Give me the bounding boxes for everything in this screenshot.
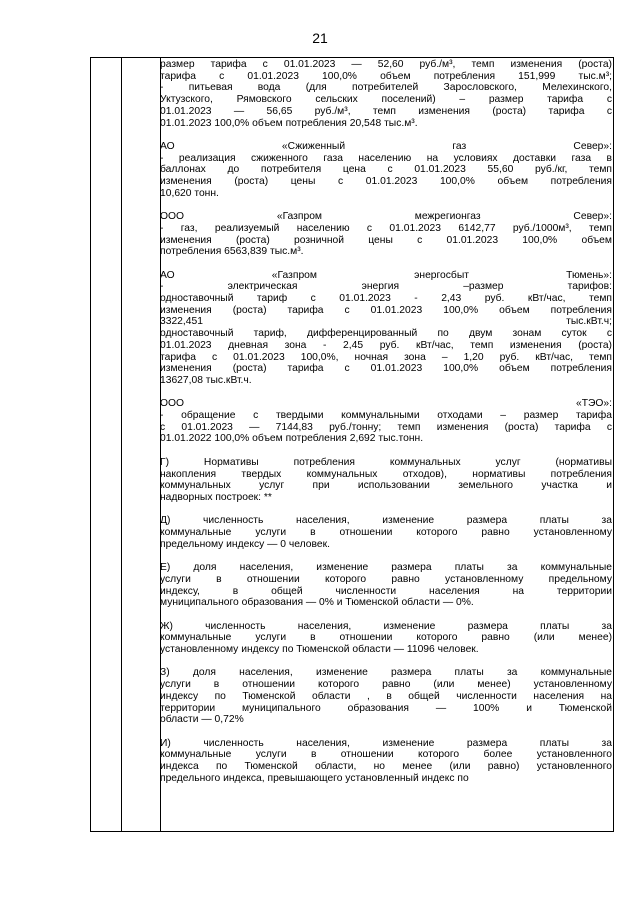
text-line: 10,620 тонн.: [160, 187, 219, 199]
text-line: размер тарифа с 01.01.2023 — 52,60 руб./м³, темп изменения (роста): [160, 59, 612, 70]
paragraph-section-zh: [160, 621, 612, 656]
text-line: 01.01.2022 100,0% объем потребления 2,692 тыс.тонн.: [160, 433, 424, 445]
text-line: Д) численность населения, изменение размера платы за: [160, 515, 612, 527]
text-line: индексу, в общей численности населения на территории: [160, 585, 612, 597]
text-line: надворных построек: **: [160, 491, 272, 503]
text-line: индексу по Тюменской области , в общей численности населения на: [160, 690, 612, 702]
text-line: баллонах до потребителя цена с 01.01.2023 55,60 руб./кг, темп: [160, 164, 612, 176]
text-line: муниципального образования — 0% и Тюменской области — 0%.: [160, 597, 474, 609]
text-line: услуги в отношении которого равно (или менее) установленному: [160, 679, 612, 691]
text-line: - обращение с твердыми коммунальными отходами – размер тарифа: [160, 410, 612, 422]
text-line: ООО «ТЭО»:: [160, 398, 612, 410]
text-line: потребления 6563,839 тыс.м³.: [160, 246, 304, 258]
text-line: установленному индексу по Тюменской области — 11096 человек.: [160, 644, 479, 656]
text-line: Е) доля населения, изменение размера платы за коммунальные: [160, 562, 612, 574]
text-line: - электрическая энергия –размер тарифов:: [160, 281, 612, 293]
text-line: - реализация сжиженного газа населению на условиях доставки газа в: [160, 152, 612, 164]
text-line: 3322,451 тыс.кВт.ч;: [160, 316, 612, 328]
text-line: Уктузского, Рямовского сельских поселений) – размер тарифа с: [160, 94, 612, 106]
text-line: 13627,08 тыс.кВт.ч.: [160, 374, 252, 386]
paragraph-sgs-north: [160, 141, 612, 200]
table-right-border: [613, 57, 614, 831]
table-text-cell: [160, 59, 612, 829]
text-line: индекса по Тюменской области, но менее (или равно) установленного: [160, 761, 612, 773]
paragraph-section-i: [160, 738, 612, 785]
text-line: Г) Нормативы потребления коммунальных услуг (нормативы: [160, 456, 612, 468]
text-line: предельному индексу — 0 человек.: [160, 538, 330, 550]
text-line: территории муниципального образования — 100% и Тюменской: [160, 702, 612, 714]
text-line: одноставочный тариф с 01.01.2023 - 2,43 руб. кВт/час, темп: [160, 293, 612, 305]
text-line: коммунальных услуг при использовании земельного участка и: [160, 480, 612, 492]
text-line: изменения (роста) розничной цены с 01.01.2023 100,0% объем: [160, 234, 612, 246]
text-line: с 01.01.2023 — 7144,83 руб./тонну; темп изменения (роста) тарифа с: [160, 421, 612, 433]
column-divider-1: [121, 57, 122, 831]
text-line: тарифа с 01.01.2023 100,0%, ночная зона – 1,20 руб. кВт/час, темп: [160, 351, 612, 363]
text-line: ООО «Газпром межрегионгаз Север»:: [160, 211, 612, 223]
text-line: З) доля населения, изменение размера платы за коммунальные: [160, 667, 612, 679]
text-line: - питьевая вода (для потребителей Зарословского, Мелехинского,: [160, 82, 612, 94]
text-line: тарифа с 01.01.2023 100,0% объем потребления 151,999 тыс.м³;: [160, 70, 612, 82]
text-line: коммунальные услуги в отношении которого более установленного: [160, 749, 612, 761]
text-line: АО «Сжиженный газ Север»:: [160, 140, 612, 152]
text-line: изменения (роста) тарифа с 01.01.2023 100,0% объем потребления: [160, 304, 612, 316]
text-line: накопления твердых коммунальных отходов), нормативы потребления: [160, 468, 612, 480]
text-line: предельного индекса, превышающего установленный индекс по: [160, 772, 469, 784]
paragraph-section-d: [160, 515, 612, 550]
text-line: 01.01.2023 дневная зона - 2,45 руб. кВт/час, темп изменения (роста): [160, 339, 612, 351]
text-line: одноставочный тариф, дифференцированный по двум зонам суток с: [160, 328, 612, 340]
page-number: 21: [312, 30, 328, 46]
paragraph-gazprom-energosbyt: [160, 270, 612, 387]
paragraph-zaroslovsky-water: [160, 59, 612, 129]
paragraph-gazprom-mezhregiongaz: [160, 211, 612, 258]
text-line: 01.01.2023 100,0% объем потребления 20,548 тыс.м³.: [160, 117, 418, 129]
text-line: коммунальные услуги в отношении которого равно установленному: [160, 527, 612, 539]
text-line: - газ, реализуемый населению с 01.01.2023 6142,77 руб./1000м³, темп: [160, 222, 612, 234]
text-line: области — 0,72%: [160, 714, 244, 726]
text-line: АО «Газпром энергосбыт Тюмень»:: [160, 269, 612, 281]
text-line: И) численность населения, изменение размера платы за: [160, 737, 612, 749]
text-line: 01.01.2023 — 56,65 руб./м³, темп изменения (роста) тарифа с: [160, 105, 612, 117]
text-line: услуги в отношении которого равно установленному предельному: [160, 573, 612, 585]
paragraph-teo: [160, 398, 612, 445]
text-line: изменения (роста) цены с 01.01.2023 100,0% объем потребления: [160, 176, 612, 188]
paragraph-section-g: [160, 457, 612, 504]
paragraph-section-e: [160, 562, 612, 609]
text-line: Ж) численность населения, изменение размера платы за: [160, 620, 612, 632]
table-top-border: [91, 57, 614, 58]
text-line: коммунальные услуги в отношении которого равно (или менее): [160, 632, 612, 644]
paragraph-section-z: [160, 667, 612, 726]
text-line: изменения (роста) тарифа с 01.01.2023 100,0% объем потребления: [160, 363, 612, 375]
